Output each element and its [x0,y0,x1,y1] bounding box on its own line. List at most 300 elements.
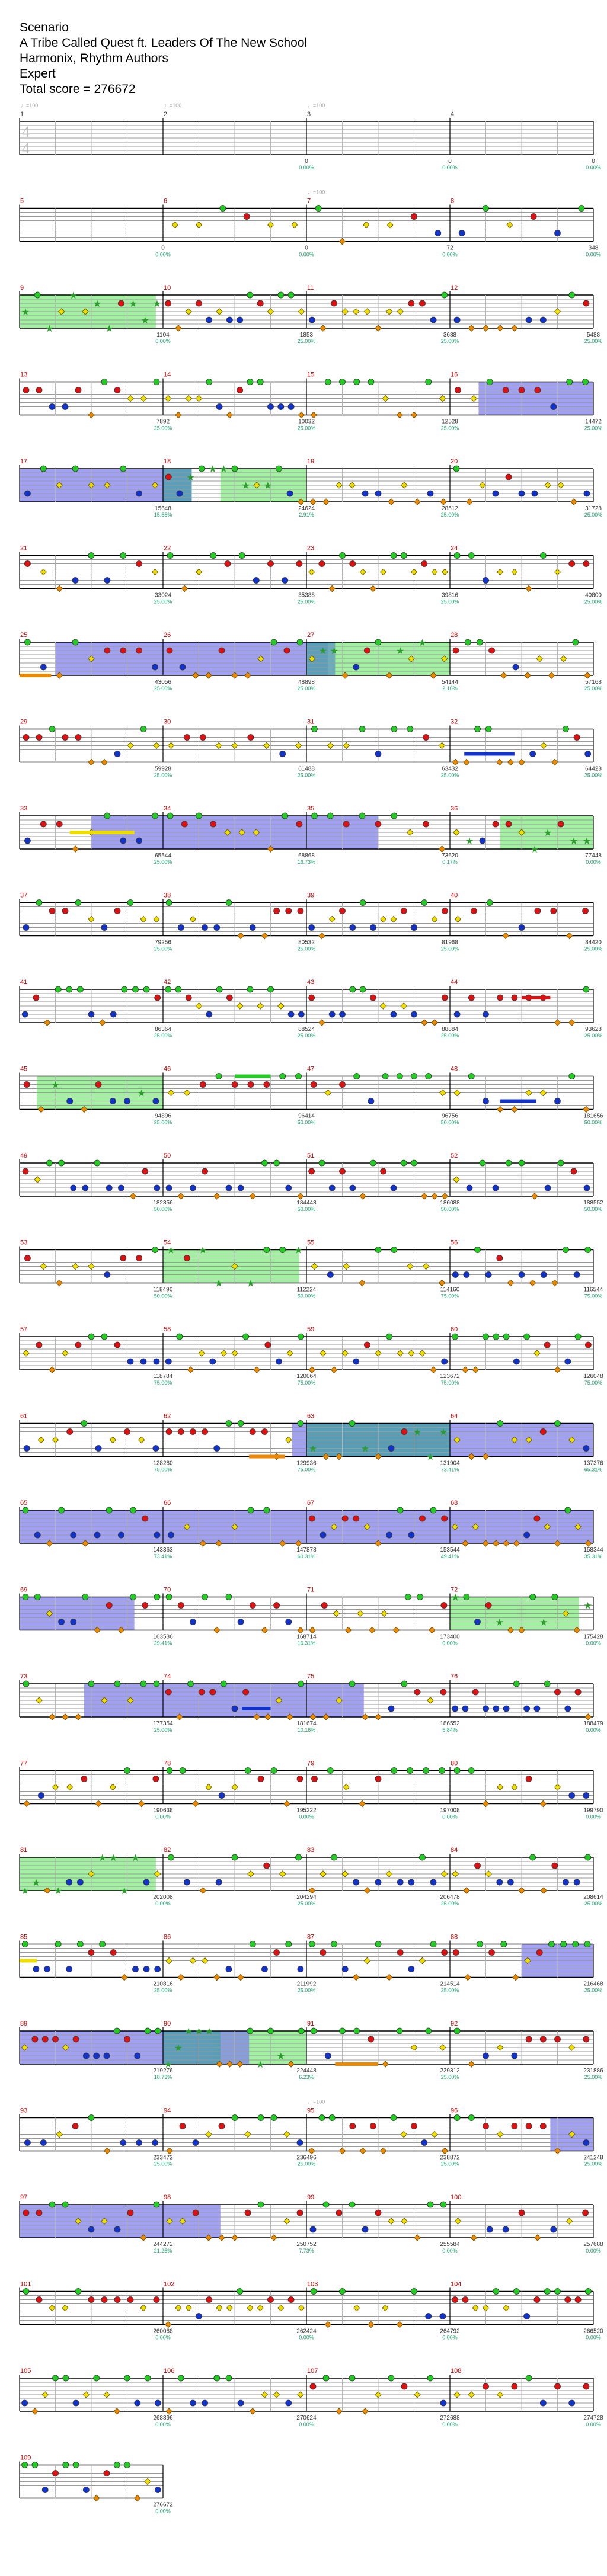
red-note [219,648,225,653]
yellow-note [554,309,560,315]
green-note [282,813,288,819]
measure-percent: 50.00% [584,1119,603,1126]
orange-note [178,1974,184,1980]
measure-percent: 73.41% [154,1553,172,1559]
measure-score: 241248 [583,2154,603,2161]
yellow-note [284,2131,290,2137]
measure-number: 97 [20,2194,28,2201]
measure-percent: 25.00% [584,598,603,605]
red-note [311,1776,317,1782]
blue-note [83,2487,89,2493]
red-note [414,1689,420,1695]
green-note [477,639,483,645]
red-note [114,2297,120,2303]
blue-note [483,1098,489,1104]
star-note: ★ [214,1277,223,1289]
red-note [506,821,512,827]
measure-number: 81 [20,1847,28,1854]
orange-note [238,933,244,938]
red-note [408,300,414,306]
measure-score: 163536 [153,1633,173,1641]
measure-score: 3688 [443,332,457,338]
yellow-note [468,2392,474,2398]
green-note [220,206,226,212]
measure-number: 21 [20,544,28,552]
measure-score: 65544 [155,853,171,859]
measure-percent: 25.00% [297,1987,316,1994]
red-note [136,561,142,567]
green-note [114,2462,120,2468]
red-note [340,908,346,914]
green-note [501,1941,507,1947]
yellow-note [560,656,566,662]
measure-number: 58 [164,1326,171,1333]
measure-percent: 0.00% [586,1814,601,1820]
yellow-note [497,569,503,575]
measure-percent: 25.00% [440,2161,459,2167]
measure-percent: 0.00% [586,2248,601,2254]
green-note [247,379,253,385]
green-note [268,986,274,992]
blue-note [391,1185,397,1191]
measure-score: 28512 [442,505,458,512]
blue-note [298,1966,304,1972]
yellow-note [554,1784,560,1790]
blue-note [288,1011,294,1017]
red-note [574,735,580,741]
measure-percent: 0.00% [442,251,458,258]
measure-number: 37 [20,892,28,899]
red-note [493,821,499,827]
blue-note [206,317,212,323]
measure-score: 206478 [440,1894,460,1901]
green-note [368,379,374,385]
yellow-note [267,222,273,228]
red-note [56,821,62,827]
measure-number: 47 [307,1065,315,1073]
measure-percent: 25.00% [297,338,316,344]
measure-number: 10 [164,284,171,291]
red-note [210,1689,216,1695]
yellow-note [127,742,133,748]
blue-note [62,404,68,410]
green-note [454,2028,460,2034]
star-note: ★ [396,645,405,656]
green-note [311,2289,317,2295]
orange-note [512,325,517,331]
red-note [114,908,120,914]
yellow-note [480,482,485,488]
blue-note [503,2226,509,2232]
measure-score: 116544 [583,1286,603,1293]
blue-note [574,1879,580,1885]
measure-score: 128280 [153,1460,173,1467]
red-note [288,2297,294,2303]
red-note [265,1342,271,1348]
green-note [397,1074,402,1079]
yellow-note [154,916,159,922]
green-note [120,466,126,472]
measure-number: 51 [307,1152,315,1159]
red-note [24,1255,30,1261]
green-note [563,726,568,732]
measure-percent: 10.16% [297,1727,316,1733]
green-note [94,2375,100,2381]
measure-score: 173400 [440,1633,460,1641]
blue-note [136,838,142,844]
measure-number: 49 [20,1152,28,1159]
measure-number: 53 [20,1239,28,1247]
star-note: ★ [199,1244,207,1256]
red-note [36,735,42,741]
red-note [536,1950,542,1956]
green-note [323,2375,329,2381]
orange-note [388,499,394,505]
measure-number: 99 [307,2194,315,2201]
blue-note [268,404,274,410]
blue-note [454,317,460,323]
green-note [177,1334,183,1340]
red-note [264,1863,270,1869]
yellow-note [333,1610,339,1616]
orange-note [507,759,513,765]
green-note [280,1247,286,1253]
green-note [94,1160,100,1166]
measure-score: 199790 [583,1807,603,1814]
measure-score: 236496 [296,2154,317,2161]
red-note [219,2123,225,2129]
yellow-note [411,2045,417,2050]
blue-note [72,578,78,584]
star-note: ★ [69,290,78,301]
blue-note [104,2053,110,2059]
blue-note [114,2226,120,2232]
red-note [36,387,42,393]
red-note [320,1950,326,1956]
yellow-note [387,222,393,228]
measure-percent: 25.00% [297,2161,316,2167]
measure-score: 39816 [442,592,458,599]
orange-note [440,499,446,505]
green-note [166,1594,172,1600]
measure-percent: 25.00% [440,946,459,952]
measure-number: 67 [307,1500,315,1507]
measure-score: 54144 [442,679,458,685]
orange-note [540,1800,546,1806]
measure-percent: 0.00% [299,251,314,258]
red-note [88,1950,94,1956]
yellow-note [453,1177,459,1183]
yellow-note [248,1871,254,1877]
yellow-note [386,309,392,315]
green-note [544,1681,550,1687]
green-note [340,379,346,385]
yellow-note [419,1957,425,1963]
measure-score: 188479 [583,1720,603,1727]
measure-percent: 16.31% [297,1640,316,1646]
orange-note [359,1800,365,1806]
green-note [329,2115,335,2121]
green-note [487,900,493,906]
measure-score: 73620 [442,853,458,859]
blue-note [320,1532,326,1538]
green-note [487,379,493,385]
measure-score: 35388 [298,592,315,599]
red-note [309,1168,315,1174]
blue-note [497,1879,503,1885]
red-note [104,2471,110,2476]
red-note [104,648,110,653]
blue-note [202,925,208,931]
star-note: ★ [543,827,552,838]
blue-note [329,1011,335,1017]
measure-percent: 25.00% [297,598,316,605]
blue-note [569,1793,575,1799]
blue-note [485,1272,491,1278]
red-note [585,1342,591,1348]
orange-note [497,325,503,331]
orange-note [88,412,94,418]
measure-number: 34 [164,805,171,812]
measure-number: 109 [20,2454,31,2462]
orange-note [414,2235,420,2241]
measure-number: 9 [20,284,24,291]
orange-note [320,325,326,331]
red-note [248,735,254,741]
red-note [167,648,172,653]
green-note [175,986,181,992]
yellow-note [216,2305,222,2311]
blue-note [583,1446,589,1452]
orange-note [254,1367,260,1373]
green-note [440,2202,446,2207]
yellow-note [440,395,446,401]
yellow-note [88,1263,94,1269]
measure-number: 26 [164,632,171,639]
yellow-note [320,1871,326,1877]
measure-score: 131904 [440,1460,460,1467]
measure-score: 63432 [442,765,458,773]
measure-score: 210816 [153,1981,173,1988]
orange-note [93,2495,99,2501]
measure-score: 14472 [585,418,602,425]
orange-note [214,1627,220,1633]
red-note [453,648,459,653]
measure-number: 44 [451,979,458,986]
measure-percent: 73.41% [440,1466,459,1473]
measure-score: 61488 [298,765,315,773]
measure-score: 186552 [440,1720,460,1727]
measure-number: 108 [451,2367,462,2375]
yellow-note [545,482,551,488]
green-note [258,2202,264,2207]
measure-number: 50 [164,1152,171,1159]
blue-note [152,2140,158,2146]
blue-note [435,230,441,236]
orange-note [497,759,503,765]
green-note [427,2375,433,2381]
green-note [370,1160,376,1166]
measure-score: 250752 [296,2241,317,2248]
red-note [401,1429,407,1435]
green-note [49,2202,55,2207]
orange-note [49,1367,55,1373]
orange-note [368,2321,374,2327]
red-note [440,1689,446,1695]
measure-percent: 5.84% [442,1727,458,1733]
green-note [250,1941,255,1947]
orange-note [411,412,417,418]
blue-note [524,2314,530,2319]
red-note [106,1603,112,1609]
blue-note [408,1532,414,1538]
blue-note [286,1619,292,1625]
blue-note [452,1706,458,1712]
red-note [423,735,429,741]
green-note [167,813,173,819]
measure-percent: 35.31% [584,1553,603,1559]
orange-note [375,325,381,331]
blue-note [430,317,436,323]
yellow-note [363,222,369,228]
orange-note [308,2148,314,2154]
green-note [168,1854,174,1860]
measure-percent: 25.00% [154,2161,172,2167]
blue-note [155,2487,161,2493]
measure-number: 77 [20,1760,28,1767]
red-note [193,2210,199,2216]
red-note [309,1516,315,1521]
red-note [442,1950,448,1956]
green-note [475,1247,481,1253]
green-note [296,1074,302,1079]
measure-percent: 25.00% [297,685,316,691]
green-note [349,1681,355,1687]
measure-score: 143363 [153,1547,173,1553]
green-note [257,379,263,385]
blue-note [219,1793,225,1799]
star-note: ★ [246,1277,255,1289]
green-note [298,1681,304,1687]
red-note [114,387,120,393]
measure-score: 43056 [155,679,171,685]
measure-score: 204294 [296,1894,317,1901]
orange-note [525,672,531,678]
green-note [401,553,407,559]
measure-number: 27 [307,632,315,639]
measure-score: 244272 [153,2241,173,2248]
green-note [152,1247,158,1253]
star-note: ★ [418,637,427,648]
yellow-note [104,2392,110,2398]
green-note [247,986,253,992]
orange-note [178,1193,184,1199]
measure-percent: 0.00% [586,2334,601,2341]
blue-note [353,1879,359,1885]
orange-note [24,1800,30,1806]
red-note [375,821,381,827]
measure-score: 0 [448,158,452,165]
blue-note [237,317,243,323]
measure-percent: 75.00% [584,1293,603,1299]
time-signature-top: 4 [22,123,30,140]
measure-number: 76 [451,1673,458,1680]
orange-note [232,2235,238,2241]
measure-percent: 0.00% [586,859,601,865]
green-note [497,1421,503,1427]
yellow-note [139,1437,145,1443]
red-note [534,1516,540,1521]
blue-note [118,1185,124,1191]
orange-note [369,1627,375,1633]
red-note [297,2210,303,2216]
red-note [519,387,525,393]
measure-score: 48898 [298,679,315,685]
blue-note [483,1706,489,1712]
measure-number: 100 [451,2194,462,2201]
yellow-note [391,916,397,922]
red-note [261,1429,267,1435]
measure-percent: 75.00% [297,1466,316,1473]
measure-percent: 0.00% [155,251,171,258]
yellow-note [186,395,191,401]
orange-note [271,2235,277,2241]
measure-score: 168714 [296,1633,317,1641]
blue-note [519,925,525,931]
measure-score: 214514 [440,1981,460,1988]
orange-note [122,1974,127,1980]
blue-note [282,578,288,584]
red-note [202,1168,208,1174]
blue-note [40,2140,46,2146]
blue-note [253,578,259,584]
orange-note [439,846,445,852]
measure-percent: 25.00% [584,1987,603,1994]
blue-note [493,491,499,496]
green-note [555,1421,561,1427]
measure-score: 260088 [153,2328,173,2335]
red-note [23,1168,28,1174]
yellow-note [110,1784,116,1790]
red-note [155,995,161,1001]
green-note [544,2289,550,2295]
green-note [468,2115,474,2121]
star-note: ★ [92,298,102,309]
green-note [132,986,138,992]
yellow-note [56,2131,62,2137]
red-note [127,2297,133,2303]
yellow-note [497,2131,503,2137]
orange-note [414,499,420,505]
orange-note [323,499,329,505]
blue-note [24,2140,30,2146]
yellow-note [175,2305,181,2311]
green-note [325,379,331,385]
measure-number: 32 [451,718,458,726]
yellow-note [427,1697,433,1703]
measure-percent: 0.00% [155,2508,171,2514]
red-note [375,2210,381,2216]
yellow-note [536,656,542,662]
yellow-note [34,1177,40,1183]
red-note [350,2123,356,2129]
yellow-note [414,2392,420,2398]
green-note [573,1941,579,1947]
measure-score: 93628 [585,1026,602,1033]
orange-note [541,1888,547,1893]
red-note [526,1776,532,1782]
star-note: ★ [98,1852,107,1863]
